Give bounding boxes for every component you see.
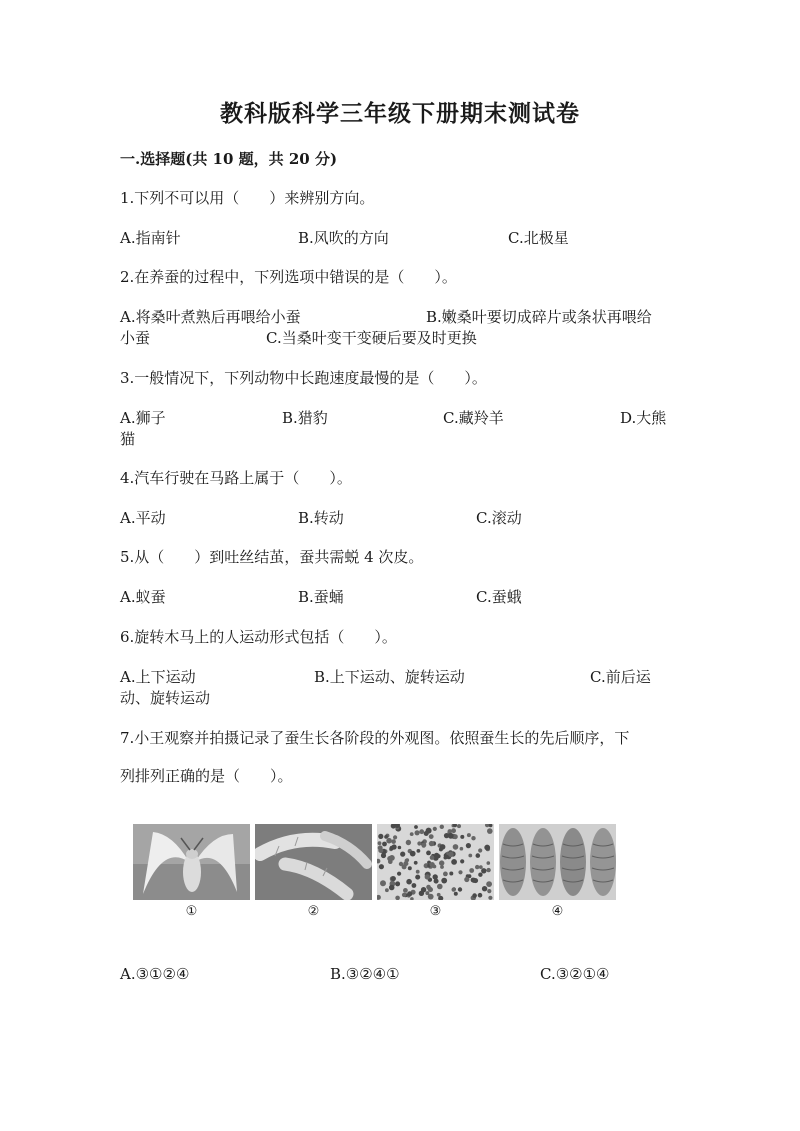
question-5: 5.从（ ）到吐丝结茧，蚕共需蜕 4 次皮。: [120, 548, 424, 566]
q3-option-b[interactable]: B.猎豹: [282, 409, 328, 427]
q3-option-d[interactable]: D.大熊: [620, 409, 667, 427]
q6-option-b[interactable]: B.上下运动、旋转运动: [314, 668, 465, 686]
q1-option-b[interactable]: B.风吹的方向: [298, 229, 389, 247]
q2-option-b-cont: 小蚕: [120, 329, 151, 347]
q2-option-b[interactable]: B.嫩桑叶要切成碎片或条状再喂给: [426, 308, 652, 326]
q6-option-c-cont: 动、旋转运动: [120, 689, 211, 707]
question-7-line-1: 7.小王观察并拍摄记录了蚕生长各阶段的外观图。依照蚕生长的先后顺序，下: [120, 729, 630, 747]
q5-option-a[interactable]: A.蚁蚕: [120, 588, 166, 606]
silkworm-cocoons-photo-icon: [499, 824, 616, 900]
silkworm-photo-icon: [255, 824, 372, 900]
question-1: 1.下列不可以用（ ）来辨别方向。: [120, 189, 375, 207]
q6-option-c[interactable]: C.前后运: [590, 668, 651, 686]
q3-option-d-cont: 猫: [120, 430, 136, 448]
q7-option-b[interactable]: B.③②④①: [330, 965, 400, 983]
question-7-line-2: 列排列正确的是（ ）。: [120, 767, 293, 785]
q4-option-c[interactable]: C.滚动: [476, 509, 522, 527]
figure-4-label: ④: [551, 904, 564, 919]
silkworm-eggs-photo-icon: [377, 824, 494, 900]
silkworm-stage-figures: [133, 824, 617, 919]
question-2: 2.在养蚕的过程中，下列选项中错误的是（ ）。: [120, 268, 457, 286]
q3-option-c[interactable]: C.藏羚羊: [443, 409, 504, 427]
question-4: 4.汽车行驶在马路上属于（ ）。: [120, 469, 352, 487]
silkmoth-photo-icon: [133, 824, 250, 900]
question-3: 3.一般情况下，下列动物中长跑速度最慢的是（ ）。: [120, 369, 487, 387]
exam-title: 教科版科学三年级下册期末测试卷: [220, 100, 580, 127]
q5-option-c[interactable]: C.蚕蛾: [476, 588, 522, 606]
q1-option-a[interactable]: A.指南针: [120, 229, 181, 247]
q1-option-c[interactable]: C.北极星: [508, 229, 569, 247]
q7-option-c[interactable]: C.③②①④: [540, 965, 610, 983]
q6-option-a[interactable]: A.上下运动: [120, 668, 196, 686]
q3-option-a[interactable]: A.狮子: [120, 409, 166, 427]
q4-option-b[interactable]: B.转动: [298, 509, 344, 527]
figure-1-label: ①: [185, 904, 198, 919]
q4-option-a[interactable]: A.平动: [120, 509, 166, 527]
q5-option-b[interactable]: B.蚕蛹: [298, 588, 344, 606]
q7-option-a[interactable]: A.③①②④: [120, 965, 190, 983]
q2-option-a[interactable]: A.将桑叶煮熟后再喂给小蚕: [120, 308, 301, 326]
figure-2-label: ②: [307, 904, 320, 919]
figure-3-label: ③: [429, 904, 442, 919]
question-6: 6.旋转木马上的人运动形式包括（ ）。: [120, 628, 397, 646]
q2-option-c[interactable]: C.当桑叶变干变硬后要及时更换: [266, 329, 477, 347]
section-heading: 一.选择题(共 10 题，共 20 分): [120, 150, 338, 168]
